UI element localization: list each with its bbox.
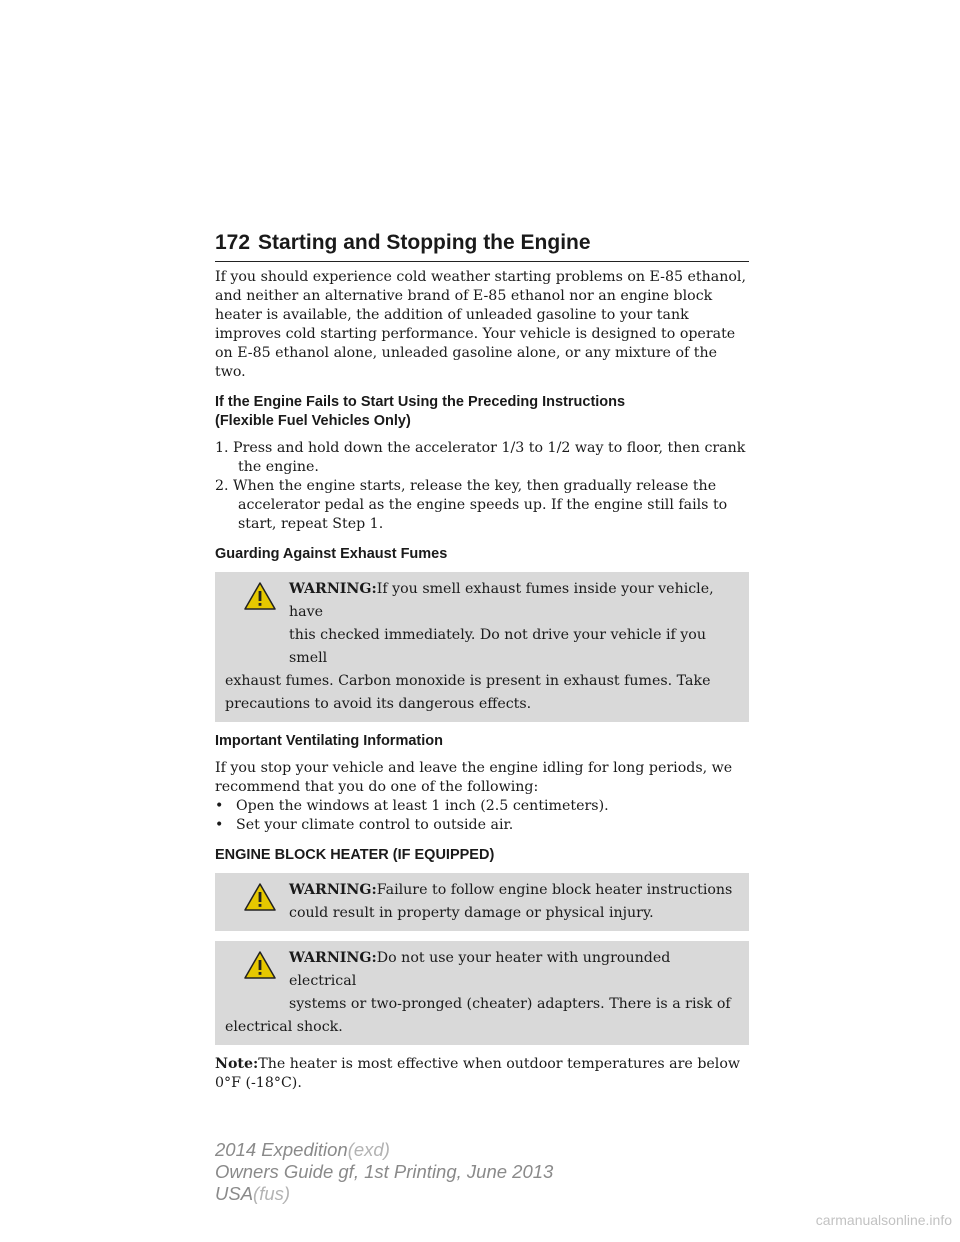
exhaust-warning-box — [215, 572, 749, 722]
warning-label: WARNING: — [289, 882, 377, 898]
footer-line3 — [215, 1183, 553, 1205]
block-heater-heading: ENGINE BLOCK HEATER (IF EQUIPPED) — [215, 847, 495, 863]
footer-line1 — [215, 1139, 553, 1161]
ventilating-bullet-list — [215, 797, 749, 835]
warning-triangle-icon — [243, 950, 277, 980]
block-heater-warning-box-2 — [215, 941, 749, 1045]
footer-line2: Owners Guide gf, 1st Printing, June 2013 — [215, 1161, 554, 1182]
warning-rest: exhaust fumes. Carbon monoxide is present in exhaust fumes. Take precautions to avoid its dangerous effects. — [225, 673, 711, 712]
footer-market: USA — [215, 1183, 254, 1204]
watermark: carmanualsonline.info — [815, 1212, 952, 1228]
fails-to-start-heading — [215, 393, 749, 431]
intro-paragraph: If you should experience cold weather starting problems on E-85 ethanol, and neither an alternative brand of E-85 ethanol nor an engine block heater is available, the addition of unleaded gasoline to your tank improves cold starting performance. Your vehicle is designed to operate on E-85 ethanol alone, unleaded gasoline alone, or any mixture of the two. — [215, 269, 746, 380]
list-item — [215, 816, 749, 835]
page-number: 172 — [215, 231, 251, 254]
warning-line2: systems or two-pronged (cheater) adapters. There is a risk of — [289, 996, 731, 1012]
page-content — [215, 268, 749, 1104]
warning-triangle-icon — [243, 882, 277, 912]
step-item: 2. When the engine starts, release the key, then gradually release the accelerator pedal as the engine speeds up. If the engine still fails to start, repeat Step 1. — [215, 478, 728, 532]
chapter-title: Starting and Stopping the Engine — [258, 231, 591, 254]
list-item — [215, 797, 749, 816]
start-steps-list — [215, 439, 749, 534]
warning-triangle-icon — [243, 581, 277, 611]
bullet-text: Set your climate control to outside air. — [236, 817, 514, 833]
warning-line2: could result in property damage or physical injury. — [289, 905, 654, 921]
footer-model: 2014 Expedition — [215, 1139, 348, 1160]
bullet-dot: • — [215, 798, 224, 814]
warning-lead — [225, 578, 739, 624]
warning-lead — [225, 879, 739, 902]
document-footer — [215, 1139, 553, 1205]
page-header — [215, 228, 749, 262]
warning-line1: Do not use your heater with ungrounded electrical — [289, 950, 671, 989]
footer-model-code: (exd) — [347, 1139, 390, 1160]
fails-heading-line2: (Flexible Fuel Vehicles Only) — [215, 413, 411, 429]
bullet-text: Open the windows at least 1 inch (2.5 centimeters). — [236, 798, 609, 814]
warning-rest: electrical shock. — [225, 1019, 343, 1035]
fails-heading-line1: If the Engine Fails to Start Using the Preceding Instructions — [215, 394, 626, 410]
warning-lead — [225, 947, 739, 993]
warning-line1: If you smell exhaust fumes inside your vehicle, have — [289, 581, 714, 620]
note-label: Note: — [215, 1056, 259, 1072]
footer-market-code: (fus) — [253, 1183, 291, 1204]
warning-label: WARNING: — [289, 581, 377, 597]
note-text: The heater is most effective when outdoor temperatures are below 0°F (-18°C). — [215, 1056, 741, 1091]
ventilating-heading: Important Ventilating Information — [215, 733, 443, 749]
warning-label: WARNING: — [289, 950, 377, 966]
note-paragraph — [215, 1055, 749, 1093]
step-item: 1. Press and hold down the accelerator 1/3 to 1/2 way to floor, then crank the engine. — [215, 440, 746, 475]
warning-line2: this checked immediately. Do not drive your vehicle if you smell — [289, 627, 706, 666]
block-heater-warning-box-1 — [215, 873, 749, 931]
exhaust-fumes-heading: Guarding Against Exhaust Fumes — [215, 546, 448, 562]
warning-line1: Failure to follow engine block heater instructions — [376, 882, 733, 898]
bullet-dot: • — [215, 817, 224, 833]
ventilating-paragraph: If you stop your vehicle and leave the engine idling for long periods, we recommend that you do one of the following: — [215, 760, 733, 795]
